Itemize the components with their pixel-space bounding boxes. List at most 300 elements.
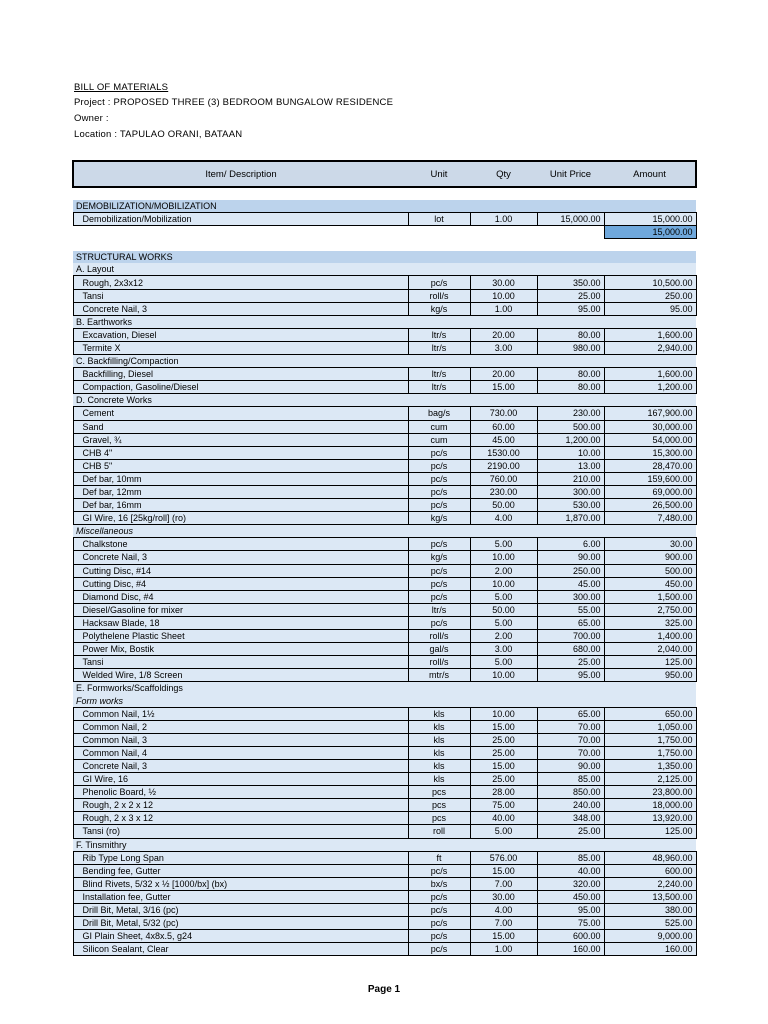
table-row	[73, 799, 696, 812]
item-unit: ltr/s	[408, 341, 470, 354]
table-row	[73, 720, 696, 733]
item-unit-price: 45.00	[537, 577, 604, 590]
item-unit: kls	[408, 707, 470, 720]
item-unit: kls	[408, 759, 470, 772]
item-unit: pc/s	[408, 930, 470, 943]
item-description: CHB 5"	[73, 459, 408, 472]
item-unit-price: 350.00	[537, 276, 604, 289]
item-unit-price: 95.00	[537, 669, 604, 682]
location-line: Location : TAPULAO ORANI, BATAAN	[74, 129, 243, 140]
subsection-heading-row	[73, 694, 696, 707]
item-unit: pc/s	[408, 564, 470, 577]
subsection-heading-row	[73, 394, 696, 407]
item-description: Chalkstone	[73, 538, 408, 551]
table-row	[73, 786, 696, 799]
subtotal-spacer	[73, 226, 604, 239]
item-description: Bending fee, Gutter	[73, 864, 408, 877]
item-unit: roll/s	[408, 656, 470, 669]
item-qty: 10.00	[470, 577, 537, 590]
table-row	[73, 485, 696, 498]
item-amount: 18,000.00	[604, 799, 696, 812]
item-qty: 30.00	[470, 276, 537, 289]
table-row	[73, 420, 696, 433]
item-qty: 10.00	[470, 707, 537, 720]
item-description: Demobilization/Mobilization	[73, 213, 408, 226]
item-amount: 28,470.00	[604, 459, 696, 472]
item-description: Diesel/Gasoline for mixer	[73, 603, 408, 616]
item-qty: 5.00	[470, 590, 537, 603]
item-description: GI Wire, 16 [25kg/roll] (ro)	[73, 512, 408, 525]
item-unit-price: 500.00	[537, 420, 604, 433]
table-row	[73, 930, 696, 943]
table-row	[73, 917, 696, 930]
item-unit: pcs	[408, 799, 470, 812]
item-unit: ltr/s	[408, 328, 470, 341]
item-description: Rough, 2x3x12	[73, 276, 408, 289]
item-qty: 75.00	[470, 799, 537, 812]
table-row	[73, 851, 696, 864]
item-unit: pc/s	[408, 943, 470, 956]
item-description: Sand	[73, 420, 408, 433]
item-amount: 160.00	[604, 943, 696, 956]
item-description: Hacksaw Blade, 18	[73, 616, 408, 629]
item-unit: bag/s	[408, 407, 470, 420]
table-row	[73, 538, 696, 551]
item-amount: 167,900.00	[604, 407, 696, 420]
spacer-cell	[73, 187, 696, 200]
table-row	[73, 564, 696, 577]
item-amount: 2,750.00	[604, 603, 696, 616]
item-qty: 2190.00	[470, 459, 537, 472]
item-qty: 10.00	[470, 289, 537, 302]
table-row	[73, 590, 696, 603]
item-unit-price: 1,870.00	[537, 512, 604, 525]
item-unit-price: 6.00	[537, 538, 604, 551]
item-description: Rough, 2 x 2 x 12	[73, 799, 408, 812]
item-qty: 30.00	[470, 890, 537, 903]
table-row	[73, 603, 696, 616]
item-amount: 250.00	[604, 289, 696, 302]
item-description: Common Nail, 3	[73, 733, 408, 746]
item-unit-price: 700.00	[537, 630, 604, 643]
item-qty: 760.00	[470, 472, 537, 485]
subsection-heading: B. Earthworks	[73, 315, 696, 328]
item-unit-price: 80.00	[537, 368, 604, 381]
table-row	[73, 213, 696, 226]
table-row	[73, 276, 696, 289]
table-row	[73, 368, 696, 381]
item-description: Excavation, Diesel	[73, 328, 408, 341]
table-row	[73, 512, 696, 525]
item-unit: lot	[408, 213, 470, 226]
item-qty: 3.00	[470, 341, 537, 354]
item-unit: pc/s	[408, 616, 470, 629]
item-unit: pcs	[408, 786, 470, 799]
item-description: Def bar, 10mm	[73, 472, 408, 485]
table-row	[73, 669, 696, 682]
table-row	[73, 643, 696, 656]
item-amount: 1,750.00	[604, 733, 696, 746]
item-unit: bx/s	[408, 877, 470, 890]
item-amount: 125.00	[604, 825, 696, 838]
spacer-row	[73, 239, 696, 252]
item-amount: 48,960.00	[604, 851, 696, 864]
item-amount: 380.00	[604, 903, 696, 916]
item-qty: 230.00	[470, 485, 537, 498]
section-heading: STRUCTURAL WORKS	[73, 251, 696, 263]
item-description: Silicon Sealant, Clear	[73, 943, 408, 956]
item-qty: 7.00	[470, 877, 537, 890]
item-description: Cement	[73, 407, 408, 420]
table-row	[73, 825, 696, 838]
item-unit: roll/s	[408, 289, 470, 302]
item-description: Concrete Nail, 3	[73, 302, 408, 315]
item-unit-price: 75.00	[537, 917, 604, 930]
item-unit: kg/s	[408, 512, 470, 525]
item-amount: 13,920.00	[604, 812, 696, 825]
item-amount: 69,000.00	[604, 485, 696, 498]
item-description: Backfilling, Diesel	[73, 368, 408, 381]
table-row	[73, 446, 696, 459]
subsection-heading-row	[73, 525, 696, 538]
item-amount: 30.00	[604, 538, 696, 551]
subsection-heading-row	[73, 838, 696, 851]
item-description: Rib Type Long Span	[73, 851, 408, 864]
table-row	[73, 472, 696, 485]
item-unit: ltr/s	[408, 368, 470, 381]
item-amount: 13,500.00	[604, 890, 696, 903]
table-row	[73, 289, 696, 302]
item-qty: 2.00	[470, 564, 537, 577]
bill-of-materials-table	[72, 160, 697, 956]
item-description: Drill Bit, Metal, 5/32 (pc)	[73, 917, 408, 930]
item-qty: 4.00	[470, 512, 537, 525]
item-amount: 159,600.00	[604, 472, 696, 485]
table-row	[73, 577, 696, 590]
item-unit-price: 300.00	[537, 590, 604, 603]
item-qty: 15.00	[470, 720, 537, 733]
item-qty: 15.00	[470, 759, 537, 772]
item-unit-price: 65.00	[537, 616, 604, 629]
item-unit-price: 450.00	[537, 890, 604, 903]
item-amount: 7,480.00	[604, 512, 696, 525]
item-unit: cum	[408, 433, 470, 446]
owner-line: Owner :	[74, 113, 109, 124]
item-qty: 28.00	[470, 786, 537, 799]
item-unit-price: 320.00	[537, 877, 604, 890]
item-description: Phenolic Board, ½	[73, 786, 408, 799]
item-amount: 1,050.00	[604, 720, 696, 733]
item-amount: 1,600.00	[604, 368, 696, 381]
item-unit-price: 10.00	[537, 446, 604, 459]
item-unit: roll/s	[408, 630, 470, 643]
item-qty: 730.00	[470, 407, 537, 420]
subsection-heading-row	[73, 682, 696, 695]
item-unit-price: 70.00	[537, 720, 604, 733]
item-unit: kls	[408, 746, 470, 759]
item-amount: 10,500.00	[604, 276, 696, 289]
table-row	[73, 864, 696, 877]
item-qty: 15.00	[470, 930, 537, 943]
item-amount: 15,300.00	[604, 446, 696, 459]
item-qty: 5.00	[470, 656, 537, 669]
item-description: GI Plain Sheet, 4x8x.5, g24	[73, 930, 408, 943]
item-amount: 500.00	[604, 564, 696, 577]
item-unit: kg/s	[408, 302, 470, 315]
item-unit-price: 230.00	[537, 407, 604, 420]
item-description: Def bar, 12mm	[73, 485, 408, 498]
item-unit-price: 210.00	[537, 472, 604, 485]
item-unit: mtr/s	[408, 669, 470, 682]
table-row	[73, 328, 696, 341]
item-qty: 25.00	[470, 733, 537, 746]
subsection-heading: F. Tinsmithry	[73, 838, 696, 851]
item-unit-price: 70.00	[537, 746, 604, 759]
item-unit: pc/s	[408, 890, 470, 903]
item-unit-price: 13.00	[537, 459, 604, 472]
item-amount: 325.00	[604, 616, 696, 629]
item-unit-price: 348.00	[537, 812, 604, 825]
table-header-row	[73, 161, 696, 187]
item-unit-price: 240.00	[537, 799, 604, 812]
item-unit-price: 250.00	[537, 564, 604, 577]
item-unit-price: 55.00	[537, 603, 604, 616]
item-unit-price: 1,200.00	[537, 433, 604, 446]
item-amount: 525.00	[604, 917, 696, 930]
item-qty: 20.00	[470, 328, 537, 341]
item-amount: 9,000.00	[604, 930, 696, 943]
item-description: Diamond Disc, #4	[73, 590, 408, 603]
item-unit-price: 95.00	[537, 302, 604, 315]
item-unit: pc/s	[408, 472, 470, 485]
item-unit-price: 90.00	[537, 759, 604, 772]
item-unit: pc/s	[408, 590, 470, 603]
item-description: Installation fee, Gutter	[73, 890, 408, 903]
column-header-qty: Qty	[470, 161, 537, 187]
item-amount: 1,350.00	[604, 759, 696, 772]
item-qty: 5.00	[470, 616, 537, 629]
table-row	[73, 499, 696, 512]
table-body	[73, 187, 696, 956]
item-amount: 1,400.00	[604, 630, 696, 643]
table-row	[73, 903, 696, 916]
item-description: Common Nail, 2	[73, 720, 408, 733]
item-unit: pc/s	[408, 538, 470, 551]
table-row	[73, 616, 696, 629]
item-description: Def bar, 16mm	[73, 499, 408, 512]
item-qty: 5.00	[470, 538, 537, 551]
item-qty: 1.00	[470, 943, 537, 956]
spacer-cell	[73, 239, 696, 252]
item-unit-price: 980.00	[537, 341, 604, 354]
column-header-unit: Unit	[408, 161, 470, 187]
section-heading: DEMOBILIZATION/MOBILIZATION	[73, 200, 696, 213]
table-row	[73, 433, 696, 446]
item-amount: 650.00	[604, 707, 696, 720]
item-description: Drill Bit, Metal, 3/16 (pc)	[73, 903, 408, 916]
item-unit-price: 80.00	[537, 328, 604, 341]
item-unit-price: 300.00	[537, 485, 604, 498]
item-amount: 600.00	[604, 864, 696, 877]
item-description: Tansi (ro)	[73, 825, 408, 838]
item-unit: pc/s	[408, 577, 470, 590]
document-title: BILL OF MATERIALS	[74, 82, 169, 93]
table-row	[73, 733, 696, 746]
item-description: Termite X	[73, 341, 408, 354]
item-amount: 1,750.00	[604, 746, 696, 759]
table-row	[73, 746, 696, 759]
item-unit: pc/s	[408, 459, 470, 472]
item-unit-price: 680.00	[537, 643, 604, 656]
item-unit: pc/s	[408, 446, 470, 459]
item-amount: 15,000.00	[604, 213, 696, 226]
item-unit: pc/s	[408, 499, 470, 512]
item-qty: 40.00	[470, 812, 537, 825]
item-unit-price: 85.00	[537, 851, 604, 864]
item-unit-price: 530.00	[537, 499, 604, 512]
table-row	[73, 381, 696, 394]
item-description: Welded Wire, 1/8 Screen	[73, 669, 408, 682]
section-heading-row	[73, 251, 696, 263]
item-unit-price: 90.00	[537, 551, 604, 564]
table-row	[73, 877, 696, 890]
item-amount: 450.00	[604, 577, 696, 590]
item-qty: 60.00	[470, 420, 537, 433]
item-amount: 1,500.00	[604, 590, 696, 603]
item-unit: ltr/s	[408, 381, 470, 394]
item-qty: 10.00	[470, 669, 537, 682]
subsection-heading: A. Layout	[73, 263, 696, 276]
item-description: Concrete Nail, 3	[73, 759, 408, 772]
item-unit-price: 65.00	[537, 707, 604, 720]
subsection-heading: E. Formworks/Scaffoldings	[73, 682, 696, 695]
item-unit-price: 40.00	[537, 864, 604, 877]
item-qty: 1.00	[470, 302, 537, 315]
item-description: Polythelene Plastic Sheet	[73, 630, 408, 643]
item-amount: 1,600.00	[604, 328, 696, 341]
column-header-description: Item/ Description	[73, 161, 408, 187]
item-qty: 45.00	[470, 433, 537, 446]
item-amount: 23,800.00	[604, 786, 696, 799]
item-amount: 2,940.00	[604, 341, 696, 354]
item-qty: 20.00	[470, 368, 537, 381]
table-row	[73, 943, 696, 956]
item-qty: 10.00	[470, 551, 537, 564]
item-qty: 1.00	[470, 213, 537, 226]
table-row	[73, 630, 696, 643]
item-qty: 25.00	[470, 773, 537, 786]
table-row	[73, 759, 696, 772]
table-row	[73, 407, 696, 420]
item-unit: pcs	[408, 812, 470, 825]
subsection-heading-row	[73, 315, 696, 328]
item-description: CHB 4"	[73, 446, 408, 459]
item-amount: 1,200.00	[604, 381, 696, 394]
item-description: Tansi	[73, 656, 408, 669]
item-qty: 3.00	[470, 643, 537, 656]
item-unit: pc/s	[408, 903, 470, 916]
item-qty: 50.00	[470, 603, 537, 616]
item-unit: kls	[408, 773, 470, 786]
subsection-heading: D. Concrete Works	[73, 394, 696, 407]
table-row	[73, 341, 696, 354]
item-unit: pc/s	[408, 864, 470, 877]
item-unit: kg/s	[408, 551, 470, 564]
item-amount: 2,125.00	[604, 773, 696, 786]
spacer-row	[73, 187, 696, 200]
table-row	[73, 551, 696, 564]
item-qty: 2.00	[470, 630, 537, 643]
item-qty: 15.00	[470, 864, 537, 877]
subtotal-row	[73, 226, 696, 239]
item-unit: cum	[408, 420, 470, 433]
subsection-heading-row	[73, 355, 696, 368]
item-unit: pc/s	[408, 276, 470, 289]
item-qty: 4.00	[470, 903, 537, 916]
item-amount: 2,240.00	[604, 877, 696, 890]
item-amount: 95.00	[604, 302, 696, 315]
item-unit-price: 850.00	[537, 786, 604, 799]
item-unit-price: 25.00	[537, 825, 604, 838]
item-qty: 1530.00	[470, 446, 537, 459]
item-description: Common Nail, 4	[73, 746, 408, 759]
item-description: Tansi	[73, 289, 408, 302]
table-row	[73, 812, 696, 825]
project-line: Project : PROPOSED THREE (3) BEDROOM BUNGALOW RESIDENCE	[74, 97, 394, 108]
item-amount: 2,040.00	[604, 643, 696, 656]
subsection-heading: Miscellaneous	[73, 525, 696, 538]
item-unit: roll	[408, 825, 470, 838]
subsection-heading: Form works	[73, 694, 696, 707]
item-unit: kls	[408, 733, 470, 746]
table-row	[73, 656, 696, 669]
item-description: Cutting Disc, #14	[73, 564, 408, 577]
item-amount: 30,000.00	[604, 420, 696, 433]
item-unit: pc/s	[408, 917, 470, 930]
item-amount: 26,500.00	[604, 499, 696, 512]
table-row	[73, 302, 696, 315]
item-description: Compaction, Gasoline/Diesel	[73, 381, 408, 394]
item-qty: 15.00	[470, 381, 537, 394]
item-unit: pc/s	[408, 485, 470, 498]
subtotal-amount: 15,000.00	[604, 226, 696, 239]
item-description: Power Mix, Bostik	[73, 643, 408, 656]
subsection-heading-row	[73, 263, 696, 276]
item-qty: 50.00	[470, 499, 537, 512]
item-unit-price: 70.00	[537, 733, 604, 746]
item-unit-price: 95.00	[537, 903, 604, 916]
section-heading-row	[73, 200, 696, 213]
table-row	[73, 773, 696, 786]
item-qty: 576.00	[470, 851, 537, 864]
item-description: Blind Rivets, 5/32 x ½ [1000/bx] (bx)	[73, 877, 408, 890]
item-unit-price: 80.00	[537, 381, 604, 394]
item-unit: kls	[408, 720, 470, 733]
column-header-unit-price: Unit Price	[537, 161, 604, 187]
item-unit-price: 85.00	[537, 773, 604, 786]
item-unit: ltr/s	[408, 603, 470, 616]
item-amount: 950.00	[604, 669, 696, 682]
item-amount: 54,000.00	[604, 433, 696, 446]
item-unit: gal/s	[408, 643, 470, 656]
item-unit-price: 600.00	[537, 930, 604, 943]
column-header-amount: Amount	[604, 161, 696, 187]
item-unit-price: 15,000.00	[537, 213, 604, 226]
item-unit-price: 25.00	[537, 656, 604, 669]
item-unit-price: 25.00	[537, 289, 604, 302]
item-description: Gravel, ¾	[73, 433, 408, 446]
item-amount: 125.00	[604, 656, 696, 669]
